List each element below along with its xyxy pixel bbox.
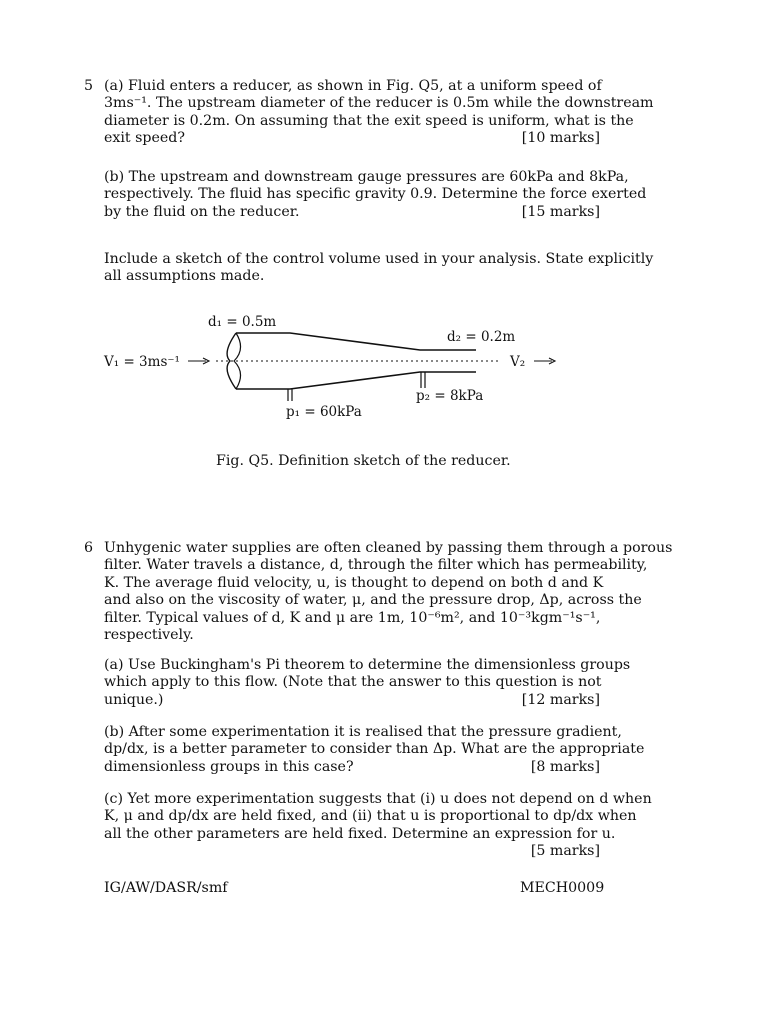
text-line: 3ms⁻¹. The upstream diameter of the reducer is 0.5m while the downstream <box>104 95 654 112</box>
marks-label: [12 marks] <box>521 691 600 708</box>
text-line: (b) After some experimentation it is realised that the pressure gradient, <box>104 724 622 740</box>
d2-label: d₂ = 0.2m <box>447 329 516 345</box>
text-line: dp/dx, is a better parameter to consider than Δp. What are the appropriate <box>104 741 645 758</box>
text-line: filter. Water travels a distance, d, through the filter which has permeability, <box>104 557 648 574</box>
text-line: unique.) <box>104 691 164 708</box>
reducer-figure <box>90 305 610 430</box>
question-number-5: 5 <box>84 78 94 94</box>
q6-part-a <box>104 657 631 709</box>
q6-part-b <box>104 724 645 776</box>
reducer-upper-wall <box>236 333 476 350</box>
text-line-with-marks <box>104 843 600 860</box>
text-line: K, μ and dp/dx are held fixed, and (ii) that u is proportional to dp/dx when <box>104 808 637 825</box>
text-line-with-marks <box>104 204 600 221</box>
text-line: respectively. <box>104 627 194 644</box>
marks-label: [8 marks] <box>530 758 600 775</box>
marks-label: [5 marks] <box>530 843 600 860</box>
v1-label: V₁ = 3ms⁻¹ <box>104 354 180 370</box>
text-line: and also on the viscosity of water, μ, and the pressure drop, Δp, across the <box>104 592 642 609</box>
text-line: which apply to this flow. (Note that the answer to this question is not <box>104 674 602 691</box>
q6-intro <box>104 540 673 644</box>
text-line: all the other parameters are held fixed. Determine an expression for u. <box>104 825 616 842</box>
text-line-with-marks <box>104 692 600 709</box>
text-line: (c) Yet more experimentation suggests that (i) u does not depend on d when <box>104 791 652 807</box>
q6-part-c <box>104 791 652 861</box>
text-line: (b) The upstream and downstream gauge pressures are 60kPa and 8kPa, <box>104 169 629 185</box>
marks-label: [15 marks] <box>521 203 600 220</box>
question-number-6: 6 <box>84 540 94 556</box>
marks-label: [10 marks] <box>521 130 600 147</box>
reducer-lower-wall <box>236 372 476 389</box>
figure-caption: Fig. Q5. Definition sketch of the reducer. <box>216 453 511 469</box>
footer-right: MECH0009 <box>520 880 605 896</box>
text-line: K. The average fluid velocity, u, is thought to depend on both d and K <box>104 574 604 591</box>
p2-label: p₂ = 8kPa <box>416 388 484 404</box>
text-line: Include a sketch of the control volume used in your analysis. State explicitly <box>104 251 654 267</box>
footer-left: IG/AW/DASR/smf <box>104 880 228 896</box>
q5-note <box>104 251 654 286</box>
text-line: exit speed? <box>104 130 185 147</box>
q5-part-b <box>104 169 647 221</box>
v2-label: V₂ <box>510 354 526 370</box>
d1-label: d₁ = 0.5m <box>208 314 277 330</box>
text-line-with-marks <box>104 759 600 776</box>
text-line: filter. Typical values of d, K and μ are 1m, 10⁻⁶m², and 10⁻³kgm⁻¹s⁻¹, <box>104 609 601 626</box>
text-line: respectively. The fluid has specific gravity 0.9. Determine the force exerted <box>104 186 647 203</box>
p1-label: p₁ = 60kPa <box>286 404 362 420</box>
text-line-with-marks <box>104 130 600 147</box>
text-line: diameter is 0.2m. On assuming that the exit speed is uniform, what is the <box>104 112 634 129</box>
text-line: (a) Use Buckingham's Pi theorem to determine the dimensionless groups <box>104 657 631 673</box>
text-line: by the fluid on the reducer. <box>104 203 300 220</box>
q5-part-a <box>104 78 654 148</box>
text-line: Unhygenic water supplies are often cleaned by passing them through a porous <box>104 540 673 556</box>
text-line: dimensionless groups in this case? <box>104 758 354 775</box>
text-line: all assumptions made. <box>104 268 265 285</box>
text-line: (a) Fluid enters a reducer, as shown in Fig. Q5, at a uniform speed of <box>104 78 602 94</box>
